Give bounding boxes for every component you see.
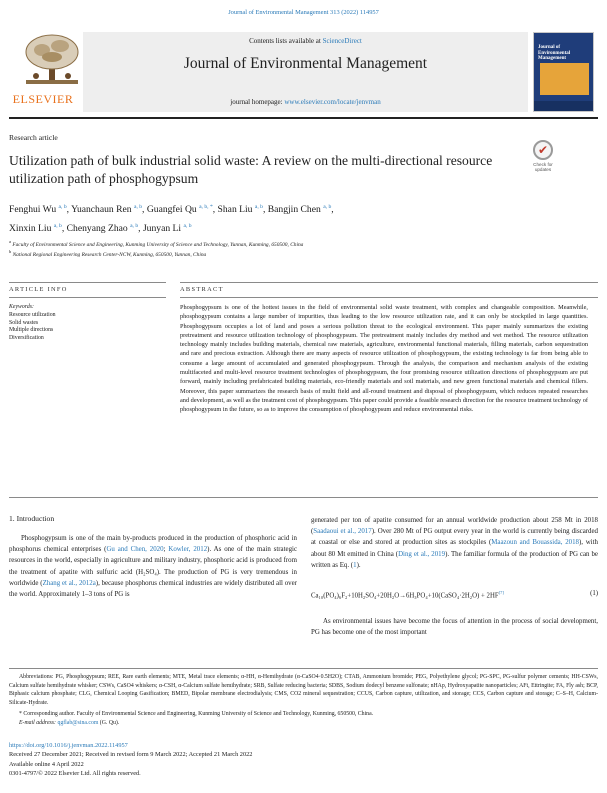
author-name[interactable]: Guangfei Qu <box>146 204 197 216</box>
article-title: Utilization path of bulk industrial solid waste: A review on the multi-directional resource utilization path of phosphogypsum <box>9 153 493 186</box>
author-affiliation-marker[interactable]: a, b <box>183 223 192 230</box>
journal-homepage <box>83 98 528 106</box>
journal-masthead <box>83 32 528 112</box>
keyword: Diversification <box>9 334 44 341</box>
bookmark-icon: ✔ <box>538 143 549 157</box>
journal-title[interactable]: Journal of Environmental Management <box>183 55 428 72</box>
publisher-name: ELSEVIER <box>12 92 74 106</box>
equation-number: (1) <box>590 590 598 597</box>
abstract-end-rule <box>9 497 598 498</box>
citation-link[interactable]: Gu and Chen, 2020 <box>106 546 164 554</box>
check-for-updates-button[interactable] <box>528 140 558 180</box>
cover-artwork <box>540 63 589 95</box>
footnotes <box>9 673 598 728</box>
affiliation-label: a <box>9 239 11 244</box>
keyword: Multiple directions <box>9 327 54 334</box>
author-name[interactable]: Yuanchaun Ren <box>71 204 132 216</box>
elsevier-logo <box>9 32 77 104</box>
body-text: ). The familiar formula of the production of PG can be written as Eq. ( <box>311 550 598 569</box>
author-affiliation-marker[interactable]: a, b <box>58 204 67 210</box>
body-text: generated per ton of apatite consumed for an annual worldwide production about 258 Mt in 2018 ( <box>311 517 598 536</box>
intro-paragraph-left <box>9 533 297 600</box>
author-affiliation-marker[interactable]: a, b <box>130 223 139 230</box>
citation-link[interactable]: Kowler, 2012 <box>168 546 208 554</box>
citation-link[interactable]: Ding et al., 2019 <box>398 550 446 558</box>
author-name[interactable]: Chenyang Zhao <box>66 223 128 235</box>
author-affiliation-marker[interactable]: a, b, * <box>199 204 213 210</box>
author-affiliation-marker[interactable]: a, b <box>53 223 62 230</box>
equation-formula: Ca₁₀(PO₄)₆F₂+10H₂SO₄+20H₂O→6H₃PO₄+10(CaSO₄·2H₂O) + 2HF <box>311 592 499 600</box>
article-info-rule <box>9 282 166 283</box>
author-name[interactable]: Bangjin Chen <box>267 204 321 216</box>
cover-title: Journal of Environmental Management <box>538 45 571 61</box>
author-name[interactable]: Junyan Li <box>142 223 182 235</box>
body-text: ). Over 280 Mt of PG output every year in the world is currently being discarded at coastal or else and stored at production sites as stockpiles ( <box>311 528 598 547</box>
publication-info <box>9 741 252 779</box>
keywords-list <box>9 312 56 342</box>
author-affiliation-marker[interactable]: a, b <box>133 204 143 210</box>
body-text: ; <box>163 546 169 554</box>
intro-paragraph-right <box>311 515 598 571</box>
body-text: ). <box>356 561 361 569</box>
cover-footer-strip <box>534 101 594 112</box>
section-heading-introduction: 1. Introduction <box>9 514 55 523</box>
article-type: Research article <box>9 133 58 142</box>
body-text: ), with about 80 Mt emitted in China ( <box>311 539 599 558</box>
footnote-rule <box>9 668 598 669</box>
affiliation-text: National Regional Engineering Research Center-NCW, Kunming, 650500, Yunnan, China <box>12 251 207 258</box>
corresponding-author-footnote: * Corresponding author. Faculty of Environmental Science and Engineering, Kunming University of Science and Technology, Kunming, 650500, China. <box>19 711 374 718</box>
article-info-rule-2 <box>9 297 166 298</box>
sciencedirect-link[interactable]: ScienceDirect <box>322 37 362 45</box>
abstract-heading: ABSTRACT <box>180 286 224 293</box>
affiliation-b <box>9 249 206 258</box>
equation-reference[interactable]: [7] <box>498 590 505 595</box>
author-affiliation-marker[interactable]: a, b <box>323 204 332 210</box>
article-info-heading: ARTICLE INFO <box>9 286 68 293</box>
received-dates: Received 27 December 2021; Received in revised form 9 March 2022; Accepted 21 March 2022 <box>9 751 253 759</box>
body-text: ), because phosphorus chemical industries are widely distributed all over the world. Approximately 1–3 tons of PG is <box>9 579 297 599</box>
affiliation-label: b <box>9 249 12 254</box>
citation-link[interactable]: Maazoun and Bouassida, 2018 <box>491 539 579 547</box>
author-list: Fenghui Wu $^{a, b}$, Yuanchaun Ren $^{a, b}$, Guangfei Qu $^{a, b, *}$, Shan Liu $^{a, b}$, Bangjin Chen $^{a, b}$, Xinxin Liu $^{a, b}$, Chenyang Zhao $^{a, b}$, Junyan Li $^{a, b}$ <box>9 204 334 235</box>
citation-link[interactable]: Saadaoui et al., 2017 <box>313 528 372 536</box>
citation-link[interactable]: 1 <box>353 561 357 569</box>
body-text: Phosphogypsum is one of the main by-products produced in the production of phosphoric acid in phosphorus chemical enterprises ( <box>9 535 297 554</box>
email-link[interactable]: qgflab@sina.com <box>57 719 99 726</box>
email-footnote <box>9 719 598 728</box>
body-text: ). As one of the main strategic resources in the world, especially in agriculture and military industry, phosphoric acid is produced from the treatment of apatite with sulfuric acid (H₂SO₄). The production of PG is very tremendous in worldwide ( <box>9 546 298 587</box>
homepage-prefix: journal homepage: <box>230 98 285 106</box>
author-name[interactable]: Xinxin Liu <box>9 223 52 235</box>
contents-prefix: Contents lists available at <box>249 37 323 45</box>
email-label: E-mail address: <box>19 719 58 726</box>
keyword: Resource utilization <box>9 312 56 318</box>
affiliation-text: Faculty of Environmental Science and Engineering, Kunming University of Science and Technology, Yunnan, Kunming, 650500, China <box>12 241 304 248</box>
author-affiliation-marker[interactable]: a, b <box>254 204 263 210</box>
contents-availability <box>83 37 528 45</box>
keyword: Solid wastes <box>9 319 39 326</box>
citation-link[interactable]: Zhang et al., 2012a <box>42 579 96 587</box>
author-name[interactable]: Fenghui Wu <box>9 204 57 216</box>
journal-cover-image[interactable] <box>533 32 594 112</box>
abstract-text: Phosphogypsum is one of the hottest issues in the field of environmental solid waste treatment, with complex and changeable composition. Meanwhile, phosphogypsum contains a large number of impurities, thus leading to the low resource utilization rate, and it can only be stockpiled in large quantities. Phosphogypsum occupies a lot of land and poses a serious pollution threat to the ecological environment. This paper mainly summarizes the existing pretreatment and resource utilization technology of phosphogypsum. The pretreatment mainly includes dry method and wet method. The resource utilization technology mainly includes building materials, chemical raw materials, agriculture, environmental functional materials, filling materials, carbon sequestration and rare and precious extraction. Although there are many aspects of resource utilization of phosphogypsum, the existing technology is far from being able to consume a large amount of accumulated and generated phosphogypsum. Through the analysis, the comparison and mechanism analysis of the existing multifaceted and multi-level resource treatment technologies of phosphogypsum, the four promising resource utilization directions of phosphogypsum are put forward, mainly including prefabricated building materials, eco-friendly materials and soil materials, and new green functional materials and chemical fillers. Moreover, this paper summarizes the research basis of multi field and all-round treatment and disposal of phosphogypsum, which reduces repeated researches and development, as well as the treatment cost of phosphogypsum. This paper could provide a feasible research direction for the resource treatment technology of phosphogypsum in the future, so as to improve the consumption of phosphogypsum and reduce environmental risks. <box>180 304 588 414</box>
abstract-rule <box>180 282 598 283</box>
elsevier-tree-icon <box>22 32 82 88</box>
homepage-link[interactable]: www.elsevier.com/locate/jenvman <box>284 98 381 106</box>
abbreviations-footnote: Abbreviations: PG, Phosphogypsum; REE, Rare earth elements; MTE, Metal trace elements; α-HH, α-Hemihydrate (α-CaSO4·0.5H2O); CTAB, Ammonium bromide; PEG, Polyethylene glycol; PG-SPC, PG-sulfur polymer cements; HH-CSWs, Calcium sulfate hemihydrate whisker; CSWs, CaSO4 whiskers; α-CSH, α-Calcium sulfate hemihydrate; SRB, Sulfate reducing bacteria; SDBS, Sodium dodecyl benzene sulfonate; nHAp, Hydroxyapatite nanoparticles; AFt, Ettringite; FA, Fly ash; BCP, Biphasic calcium phosphate; CLG, Chemical Looping Gasification; BMED, Bipolar membrane electrodialysis; CMS, CO2 mineral sequestration; CCUS, Carbon capture, utilization, and storage; CCS, Carbon capture and storage; C–S–H, Calcium-Silicate-Hydrate. <box>9 674 598 706</box>
check-updates-label: Check for updates <box>533 162 553 173</box>
email-suffix: (G. Qu). <box>98 719 120 726</box>
affiliation-a <box>9 239 303 248</box>
intro-paragraph-right-2: As environmental issues have become the focus of attention in the process of social development, PG has become one of the most important <box>311 618 598 637</box>
available-online: Available online 4 April 2022 <box>9 760 84 768</box>
copyright: 0301-4797/© 2022 Elsevier Ltd. All rights reserved. <box>9 770 141 778</box>
check-updates-icon <box>533 140 553 160</box>
author-name[interactable]: Shan Liu <box>217 204 253 216</box>
header-divider <box>9 117 598 119</box>
equation-1 <box>311 590 598 599</box>
doi-link[interactable]: https://doi.org/10.1016/j.jenvman.2022.114957 <box>9 742 128 749</box>
keywords-label: Keywords: <box>9 304 34 310</box>
journal-citation-link[interactable]: Journal of Environmental Management 313 (2022) 114957 <box>228 9 379 16</box>
abstract-rule-2 <box>180 297 598 298</box>
